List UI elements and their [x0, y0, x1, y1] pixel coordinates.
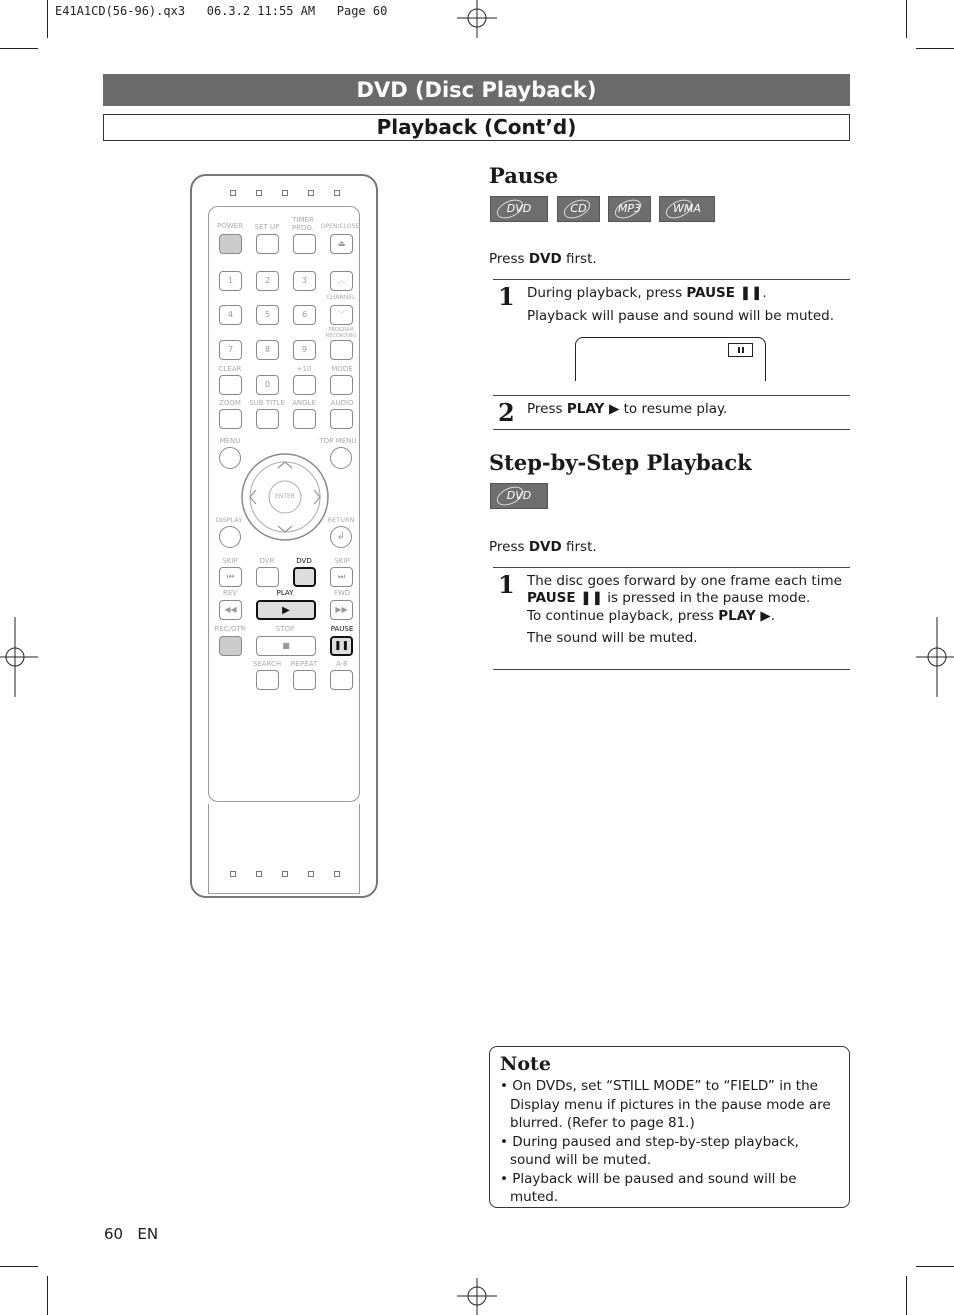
- remote-label: CLEAR: [218, 365, 242, 373]
- step-number: 2: [498, 398, 515, 427]
- print-slug: E41A1CD(56-96).qx3 06.3.2 11:55 AM Page 60: [55, 4, 388, 18]
- badge-label: CD: [570, 202, 587, 215]
- open-close-button: ⏏: [330, 234, 353, 254]
- digit-1-button: 1: [219, 271, 242, 291]
- display-button: [219, 526, 241, 548]
- section-title: Playback (Cont’d): [103, 114, 850, 141]
- setup-button: [256, 234, 279, 254]
- remote-label: MODE: [331, 365, 353, 373]
- digit-4-button: 4: [219, 305, 242, 325]
- repeat-button: [293, 670, 316, 690]
- skip-back-button: ⏮: [219, 567, 242, 587]
- channel-down-button: ﹀: [330, 305, 353, 325]
- badge-dvd: [490, 483, 548, 509]
- digit-3-button: 3: [293, 271, 316, 291]
- plus10-button: [293, 375, 316, 395]
- step-text: The disc goes forward by one frame each time: [527, 573, 842, 589]
- remote-lower-panel: [208, 804, 360, 894]
- clear-button: [219, 375, 242, 395]
- crop-mark: [47, 1276, 48, 1315]
- program-label: PROGRAM RECORDING: [325, 327, 357, 339]
- rev-button: ◀◀: [219, 600, 242, 620]
- badge-cd: [557, 196, 600, 222]
- remote-label: SEARCH: [252, 660, 282, 668]
- badge-label: MP3: [617, 202, 642, 215]
- remote-label: SUB TITLE: [249, 399, 285, 407]
- divider: [493, 429, 850, 430]
- note-item: • During paused and step-by-step playback, sound will be muted.: [500, 1133, 840, 1170]
- press-dvd-first: Press DVD first.: [489, 539, 597, 555]
- registration-mark-bottom: [457, 1276, 497, 1315]
- page-title: DVD (Disc Playback): [103, 74, 850, 106]
- remote-dot: [282, 871, 288, 877]
- crop-mark: [906, 0, 907, 38]
- step-text: Press PLAY ▶ to resume play.: [527, 401, 728, 417]
- step-heading: Step-by-Step Playback: [489, 450, 752, 475]
- remote-label: TIMER PROG.: [291, 216, 315, 232]
- angle-button: [293, 409, 316, 429]
- divider: [493, 395, 850, 396]
- remote-dot: [308, 190, 314, 196]
- mode-button: [330, 375, 353, 395]
- zoom-button: [219, 409, 242, 429]
- pause-icon: [728, 343, 753, 357]
- badge-mp3: [608, 196, 651, 222]
- step-number: 1: [498, 570, 515, 599]
- remote-label: STOP: [275, 625, 295, 633]
- enter-label: ENTER: [275, 493, 295, 500]
- language-code: EN: [137, 1225, 159, 1243]
- digit-6-button: 6: [293, 305, 316, 325]
- remote-dot: [256, 871, 262, 877]
- crop-mark: [906, 1276, 907, 1315]
- remote-dot: [256, 190, 262, 196]
- skip-forward-button: ⏭: [330, 567, 353, 587]
- note-item: • Playback will be paused and sound will be muted.: [500, 1170, 840, 1207]
- step-text: To continue playback, press PLAY ▶.: [527, 608, 776, 624]
- divider: [493, 669, 850, 670]
- channel-label: CHANNEL: [326, 294, 356, 301]
- remote-label: OPEN/CLOSE: [320, 223, 360, 230]
- crop-mark: [0, 48, 38, 49]
- step-number: 1: [498, 282, 515, 311]
- digit-9-button: 9: [293, 340, 316, 360]
- remote-label: AUDIO: [330, 399, 354, 407]
- remote-label: TOP MENU: [319, 437, 357, 445]
- remote-label: SET UP: [254, 223, 280, 231]
- press-dvd-first: Press DVD first.: [489, 251, 597, 267]
- remote-label: POWER: [217, 222, 243, 230]
- return-button: ↲: [330, 526, 352, 548]
- tv-screen-illustration: [575, 337, 766, 381]
- menu-button: [219, 447, 241, 469]
- note-list: [500, 1077, 840, 1207]
- channel-up-button: ︿: [330, 271, 353, 291]
- badge-wma: [659, 196, 715, 222]
- ab-button: [330, 670, 353, 690]
- remote-label: ANGLE: [292, 399, 316, 407]
- badge-label: WMA: [673, 202, 701, 215]
- crop-mark: [0, 1266, 38, 1267]
- remote-label: PLAY: [276, 589, 294, 597]
- badge-label: DVD: [506, 489, 532, 502]
- note-box: [489, 1046, 850, 1208]
- remote-label: REPEAT: [290, 660, 318, 668]
- divider: [493, 279, 850, 280]
- remote-label: RETURN: [327, 516, 355, 524]
- step-text: During playback, press PAUSE ❚❚.: [527, 285, 767, 301]
- remote-label: +10: [296, 365, 312, 373]
- stop-button: ■: [256, 636, 316, 656]
- crop-mark: [916, 1266, 954, 1267]
- remote-label: SKIP: [222, 557, 238, 565]
- remote-label: DVR: [259, 557, 275, 565]
- remote-label: DISPLAY: [215, 516, 243, 524]
- remote-label: ZOOM: [219, 399, 241, 407]
- digit-0-button: 0: [256, 375, 279, 395]
- remote-label: A-B: [336, 660, 348, 668]
- registration-mark-left: [0, 617, 40, 697]
- step-text: PAUSE ❚❚ is pressed in the pause mode.: [527, 590, 811, 606]
- digit-5-button: 5: [256, 305, 279, 325]
- top-menu-button: [330, 447, 352, 469]
- remote-label: DVD: [296, 557, 312, 565]
- digit-8-button: 8: [256, 340, 279, 360]
- remote-dot: [334, 871, 340, 877]
- page-number: 60: [104, 1225, 124, 1243]
- crop-mark: [916, 48, 954, 49]
- audio-button: [330, 409, 353, 429]
- search-button: [256, 670, 279, 690]
- remote-dot: [230, 190, 236, 196]
- dvr-button: [256, 567, 279, 587]
- crop-mark: [47, 0, 48, 38]
- note-item: • On DVDs, set “STILL MODE” to “FIELD” in the Display menu if pictures in the pause mode are blurred. (Refer to page 81.): [500, 1077, 840, 1133]
- remote-label: REC/OTR: [214, 625, 246, 633]
- badge-label: DVD: [506, 202, 532, 215]
- note-title: Note: [500, 1053, 551, 1075]
- divider: [493, 567, 850, 568]
- registration-mark-right: [914, 617, 954, 697]
- remote-dot: [282, 190, 288, 196]
- subtitle-button: [256, 409, 279, 429]
- digit-7-button: 7: [219, 340, 242, 360]
- fwd-button: ▶▶: [330, 600, 353, 620]
- program-button: [330, 340, 353, 360]
- remote-label: FWD: [333, 589, 351, 597]
- remote-control-illustration: [190, 174, 378, 898]
- pause-button: ❚❚: [330, 636, 353, 656]
- remote-dot: [230, 871, 236, 877]
- play-button: ▶: [256, 600, 316, 620]
- remote-dot: [334, 190, 340, 196]
- remote-label: REV: [222, 589, 238, 597]
- step-text: Playback will pause and sound will be muted.: [527, 308, 835, 324]
- digit-2-button: 2: [256, 271, 279, 291]
- remote-label: PAUSE: [330, 625, 354, 633]
- page-footer: [104, 1225, 158, 1243]
- remote-label: MENU: [219, 437, 241, 445]
- registration-mark-top: [457, 0, 497, 40]
- pause-heading: Pause: [489, 163, 559, 188]
- remote-label: SKIP: [334, 557, 350, 565]
- remote-dot: [308, 871, 314, 877]
- rec-otr-button: [219, 636, 242, 656]
- step-text: The sound will be muted.: [527, 630, 698, 646]
- timer-prog-button: [293, 234, 316, 254]
- badge-dvd: [490, 196, 548, 222]
- power-button: [219, 234, 242, 254]
- dvd-button: [293, 567, 316, 587]
